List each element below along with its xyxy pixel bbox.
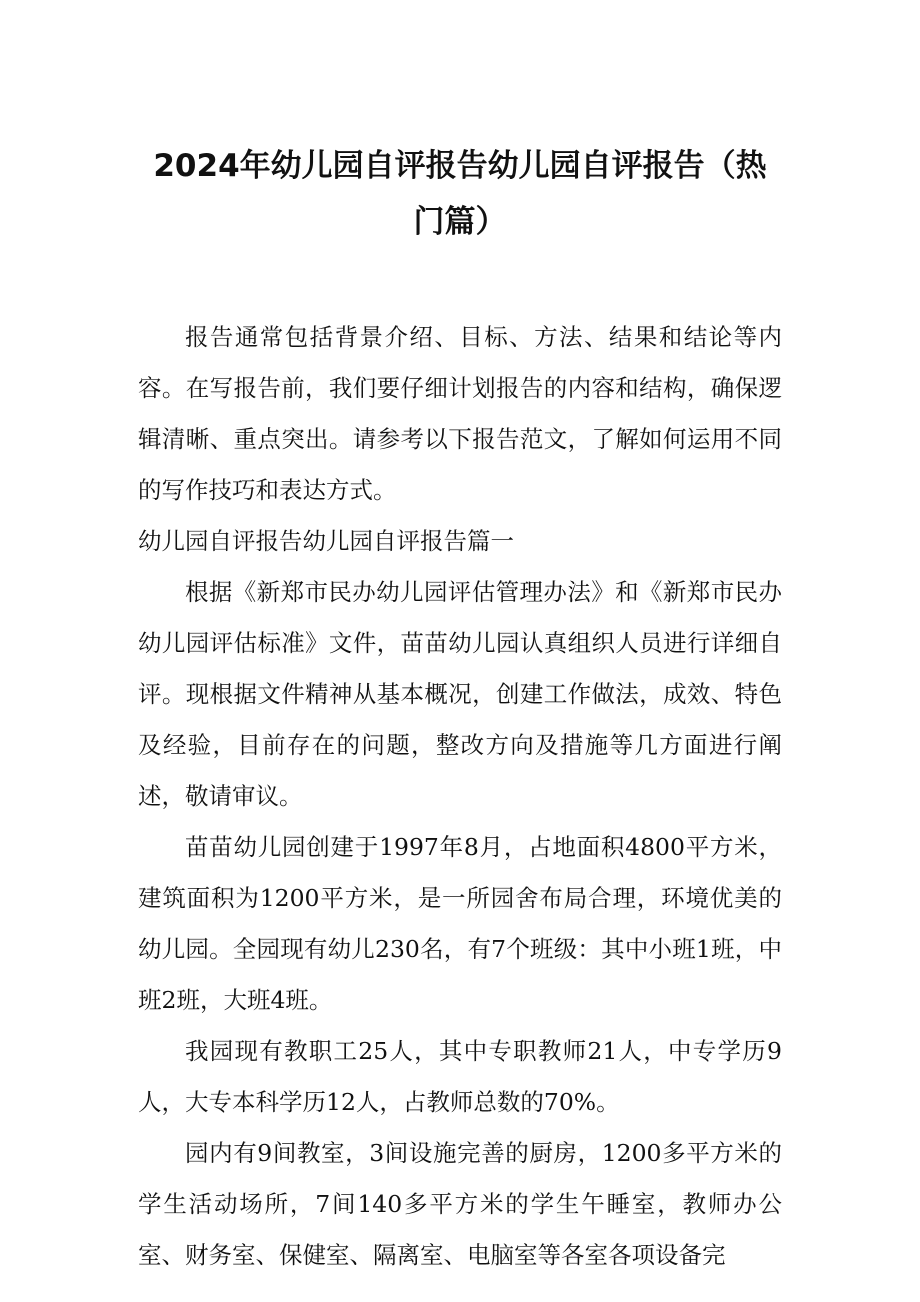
paragraph-facilities: 园内有9间教室，3间设施完善的厨房，1200多平方米的学生活动场所，7间140多平方米的学生午睡室，教师办公室、财务室、保健室、隔离室、电脑室等各室各项设备完 [138,1139,782,1269]
document-body [138,312,782,1281]
section-heading: 幼儿园自评报告幼儿园自评报告篇一 [138,527,514,555]
paragraph-overview: 苗苗幼儿园创建于1997年8月，占地面积4800平方米，建筑面积为1200平方米，是一所园舍布局合理，环境优美的幼儿园。全园现有幼儿230名，有7个班级：其中小班1班，中班2班，大班4班。 [138,833,782,1014]
paragraph-staff: 我园现有教职工25人，其中专职教师21人，中专学历9人，大专本科学历12人，占教师总数的70%。 [138,1037,782,1116]
paragraph-basis: 根据《新郑市民办幼儿园评估管理办法》和《新郑市民办幼儿园评估标准》文件，苗苗幼儿园认真组织人员进行详细自评。现根据文件精神从基本概况，创建工作做法，成效、特色及经验，目前存在的问题，整改方向及措施等几方面进行阐述，敬请审议。 [138,578,782,810]
document-title: 2024年幼儿园自评报告幼儿园自评报告（热门篇） [153,148,767,240]
paragraph-intro: 报告通常包括背景介绍、目标、方法、结果和结论等内容。在写报告前，我们要仔细计划报告的内容和结构，确保逻辑清晰、重点突出。请参考以下报告范文，了解如何运用不同的写作技巧和表达方式。 [138,323,782,504]
